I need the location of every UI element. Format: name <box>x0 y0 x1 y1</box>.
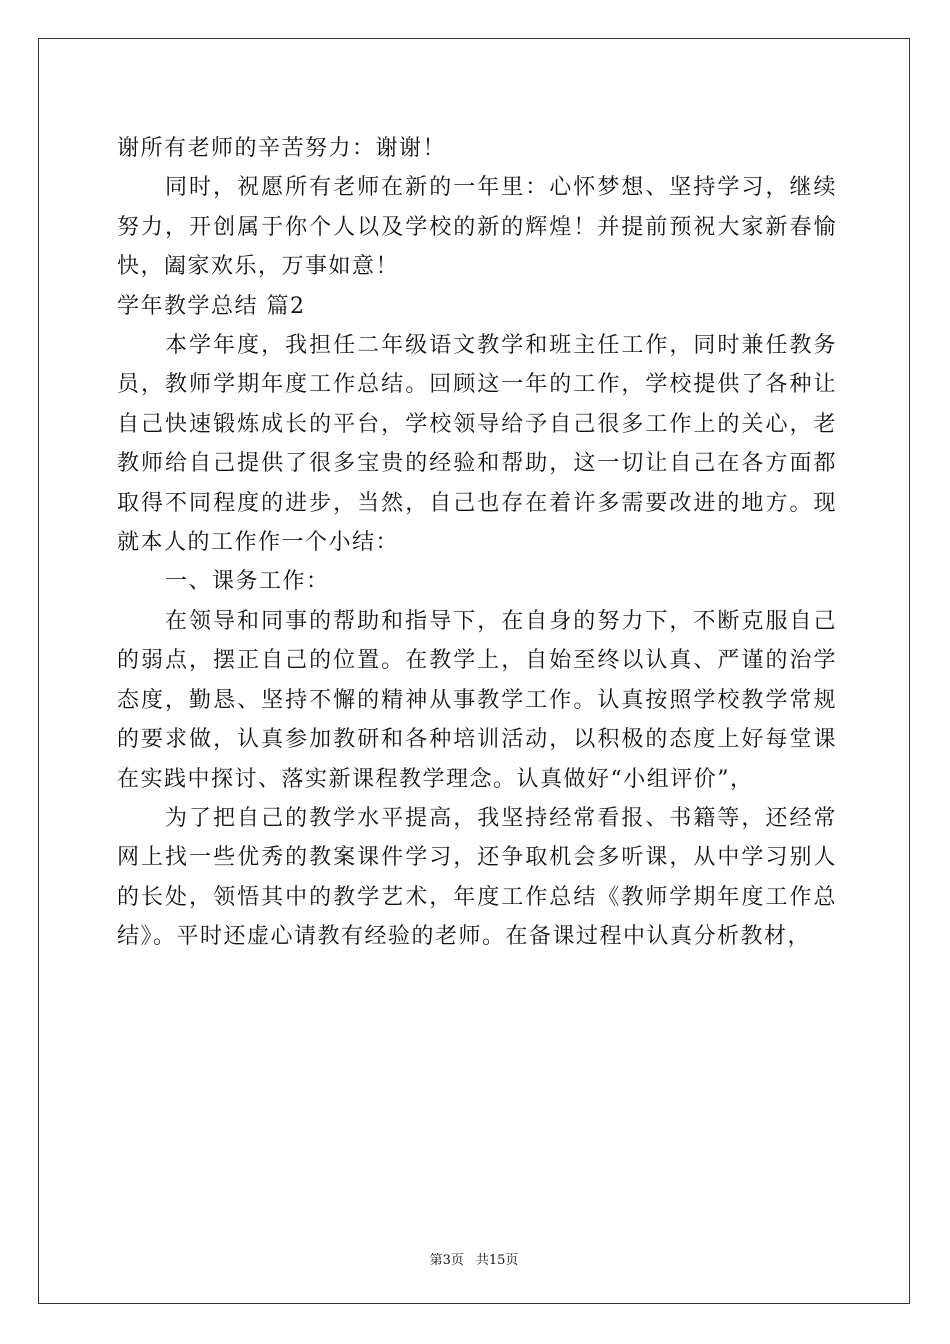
section-heading: 学年教学总结 篇2 <box>117 293 306 319</box>
paragraph: 本学年度，我担任二年级语文教学和班主任工作，同时兼任教务员，教师学期年度工作总结。回顾这一年的工作，学校提供了各种让自己快速锻炼成长的平台，学校领导给予自己很多工作上的关心，老教师给自己提供了很多宝贵的经验和帮助，这一切让自己在各方面都取得不同程度的进步，当然，自己也存在着许多需要改进的地方。现就本人的工作作一个小结： <box>117 333 837 556</box>
paragraph: 同时，祝愿所有老师在新的一年里：心怀梦想、坚持学习，继续努力，开创属于你个人以及学校的新的辉煌！并提前预祝大家新春愉快，阖家欢乐，万事如意！ <box>117 175 837 280</box>
document-page <box>38 38 910 1304</box>
page-number: 第3页 <box>429 1253 464 1268</box>
paragraph: 在领导和同事的帮助和指导下，在自身的努力下，不断克服自己的弱点，摆正自己的位置。在教学上，自始至终以认真、严谨的治学态度，勤恳、坚持不懈的精神从事教学工作。认真按照学校教学常规的要求做，认真参加教研和各种培训活动，以积极的态度上好每堂课在实践中探讨、落实新课程教学理念。认真做好“小组评价”， <box>117 608 837 792</box>
page-footer <box>39 1249 909 1268</box>
page-total: 共15页 <box>475 1253 519 1268</box>
paragraph: 谢所有老师的辛苦努力：谢谢！ <box>117 136 447 161</box>
paragraph: 为了把自己的教学水平提高，我坚持经常看报、书籍等，还经常网上找一些优秀的教案课件学习，还争取机会多听课，从中学习别人的长处，领悟其中的教学艺术，年度工作总结《教师学期年度工作总结》。平时还虚心请教有经验的老师。在备课过程中认真分析教材， <box>117 805 837 950</box>
subsection-heading: 一、课务工作： <box>165 569 330 595</box>
document-body <box>117 129 837 957</box>
